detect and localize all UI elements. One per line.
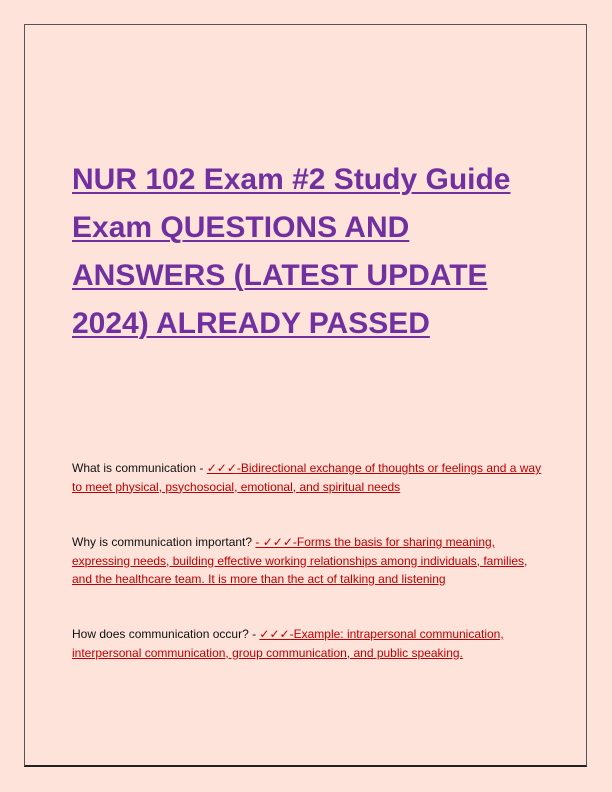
question-text: How does communication occur? - (72, 627, 260, 641)
qa-item (72, 625, 544, 662)
question-text: Why is communication important? (72, 535, 256, 549)
qa-item (72, 459, 544, 496)
answer-text: -Example: intrapersonal communication, interpersonal communication, group communication, and public speaking. (72, 627, 504, 660)
checkmark-icon: ✓✓✓ (259, 627, 290, 641)
checkmark-icon: ✓✓✓ (206, 461, 237, 475)
answer-text: -Bidirectional exchange of thoughts or feelings and a way to meet physical, psychosocial, emotional, and spiritual needs (72, 461, 542, 494)
qa-item (72, 533, 544, 589)
answer-prefix: - (255, 535, 263, 549)
question-text: What is communication - (72, 461, 207, 475)
document-title[interactable]: NUR 102 Exam #2 Study Guide Exam QUESTIONS AND ANSWERS (LATEST UPDATE 2024) ALREADY PASSED (72, 163, 511, 340)
checkmark-icon: ✓✓✓ (262, 535, 293, 549)
answer-text: -Forms the basis for sharing meaning, expressing needs, building effective working relationships among individuals, families, and the healthcare team. It is more than the act of talking and listening (72, 535, 528, 586)
